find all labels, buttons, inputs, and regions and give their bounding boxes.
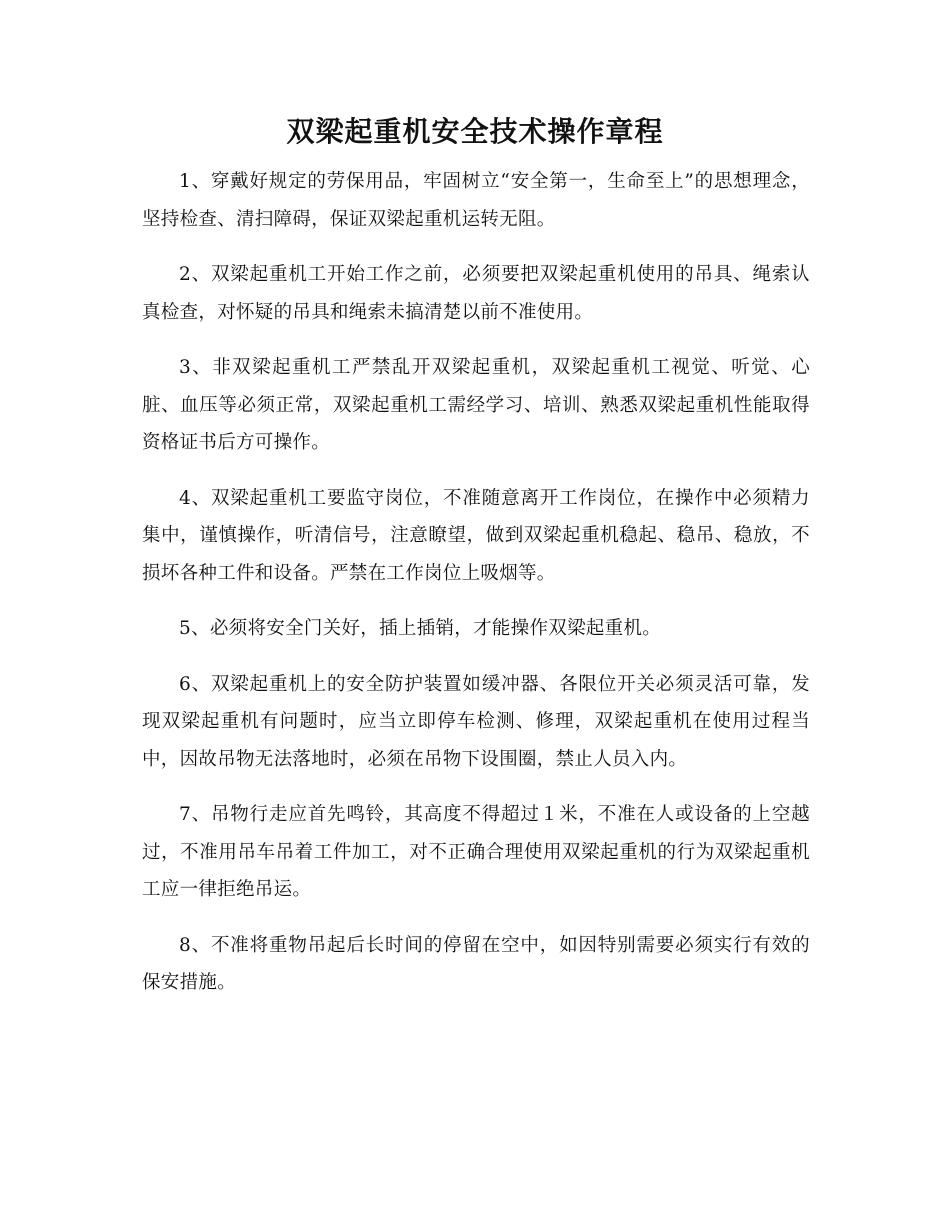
paragraph-1: 1、穿戴好规定的劳保用品，牢固树立“安全第一，生命至上”的思想理念，坚持检查、清扫障碍，保证双梁起重机运转无阻。: [142, 171, 810, 230]
paragraph-5: 5、必须将安全门关好，插上插销，才能操作双梁起重机。: [179, 618, 662, 639]
document-body: [142, 163, 810, 1020]
paragraph-6: 6、双梁起重机上的安全防护装置如缓冲器、各限位开关必须灵活可靠，发现双梁起重机有问题时，应当立即停车检测、修理，双梁起重机在使用过程当中，因故吊物无法落地时，必须在吊物下设围圈，禁止人员入内。: [142, 673, 810, 770]
paragraph-7: 7、吊物行走应首先鸣铃，其高度不得超过１米，不准在人或设备的上空越过，不准用吊车吊着工件加工，对不正确合理使用双梁起重机的行为双梁起重机工应一律拒绝吊运。: [142, 804, 810, 900]
document-title: 双梁起重机安全技术操作章程: [286, 115, 664, 148]
paragraph-3: 3、非双梁起重机工严禁乱开双梁起重机，双梁起重机工视觉、听觉、心脏、血压等必须正常，双梁起重机工需经学习、培训、熟悉双梁起重机性能取得资格证书后方可操作。: [142, 357, 810, 453]
paragraph-4: 4、双梁起重机工要监守岗位，不准随意离开工作岗位，在操作中必须精力集中，谨慎操作，听清信号，注意瞭望，做到双梁起重机稳起、稳吊、稳放，不损坏各种工件和设备。严禁在工作岗位上吸烟等。: [142, 487, 810, 584]
paragraph-8: 8、不准将重物吊起后长时间的停留在空中，如因特别需要必须实行有效的保安措施。: [142, 934, 810, 993]
paragraph-2: 2、双梁起重机工开始工作之前，必须要把双梁起重机使用的吊具、绳索认真检查，对怀疑的吊具和绳索未搞清楚以前不准使用。: [142, 264, 810, 323]
